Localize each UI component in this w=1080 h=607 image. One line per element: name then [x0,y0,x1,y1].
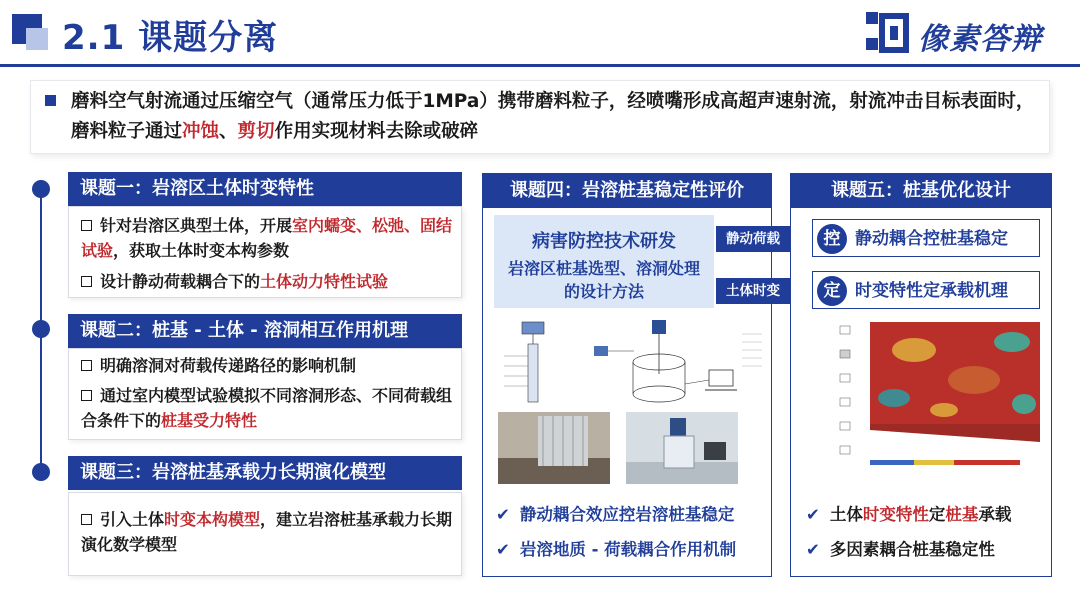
panel-5-check-2: ✔ 多因素耦合桩基稳定性 [806,540,995,559]
topic-1-box [68,206,462,298]
topic-3-box [68,492,462,576]
header-divider [0,64,1080,67]
apparatus-diagram [494,314,766,410]
control-badge: 控 [817,224,847,254]
square-bullet-icon [45,95,56,106]
check-icon: ✔ [496,540,510,559]
topic-2-item-2: 通过室内模型试验模拟不同溶洞形态、不同荷载组合条件下的桩基受力特性 [81,386,453,430]
contour-figure [804,320,1040,484]
control-badge: 定 [817,276,847,306]
panel-5-title: 课题五：桩基优化设计 [791,174,1051,208]
lab-photo-right [626,412,738,484]
intro-part1: 磨料空气射流通过压缩空气（通常压力低于1MPa）携带磨料粒子，经喷嘴形成高超声速射流，射流冲击目标表面时，磨料粒子通过 [71,91,1035,142]
disease-control-box [494,215,714,308]
panel-4-title: 课题四：岩溶桩基稳定性评价 [483,174,771,208]
page-title: 2.1 课题分离 [62,18,279,58]
checkbox-icon [81,360,92,371]
topic-2-box [68,348,462,440]
check-icon: ✔ [496,505,510,524]
control-text: 静动耦合控桩基稳定 [855,229,1008,249]
topic-2-title: 课题二：桩基 - 土体 - 溶洞相互作用机理 [68,314,462,348]
timeline-dot [32,463,50,481]
control-item-1 [812,219,1040,257]
intro-box [30,80,1050,154]
checkbox-icon [81,514,92,525]
header [0,0,1080,70]
check-icon: ✔ [806,505,820,524]
intro-highlight-erosion: 冲蚀 [182,121,220,142]
timeline-dot [32,320,50,338]
arrow-static-dynamic-load: 静动荷载 [716,226,794,252]
lab-photo-left [498,412,610,484]
topic-1-title: 课题一：岩溶区土体时变特性 [68,172,462,206]
timeline-dot [32,180,50,198]
disease-control-subtitle: 岩溶区桩基选型、溶洞处理的设计方法 [507,259,700,301]
topic-2-item-1: 明确溶洞对荷载传递路径的影响机制 [81,353,453,378]
checkbox-icon [81,390,92,401]
intro-separator: 、 [219,121,238,142]
panel-4-check-2: ✔ 岩溶地质 - 荷载耦合作用机制 [496,540,737,559]
panel-4-check-1: ✔ 静动耦合效应控岩溶桩基稳定 [496,505,735,524]
logo-icon [866,12,912,56]
title-square-accent-icon [26,28,48,50]
topic-1-item-1: 针对岩溶区典型土体，开展室内蠕变、松弛、固结试验，获取土体时变本构参数 [81,216,453,260]
checkbox-icon [81,220,92,231]
disease-control-title: 病害防控技术研发 [532,231,676,252]
check-icon: ✔ [806,540,820,559]
arrow-soil-time-variation: 土体时变 [716,278,794,304]
topic-3-item-1: 引入土体时变本构模型，建立岩溶桩基承载力长期演化数学模型 [81,510,453,554]
logo-text: 像素答辩 [918,22,1042,57]
intro-highlight-shear: 剪切 [237,121,275,142]
intro-text [71,87,1041,147]
checkbox-icon [81,276,92,287]
control-text: 时变特性定承载机理 [855,281,1008,301]
panel-5-check-1: ✔ 土体时变特性定桩基承载 [806,505,1012,524]
topic-3-title: 课题三：岩溶桩基承载力长期演化模型 [68,456,462,490]
topic-1-item-2: 设计静动荷载耦合下的土体动力特性试验 [81,269,453,294]
intro-part2: 作用实现材料去除或破碎 [274,121,479,142]
control-item-2 [812,271,1040,309]
